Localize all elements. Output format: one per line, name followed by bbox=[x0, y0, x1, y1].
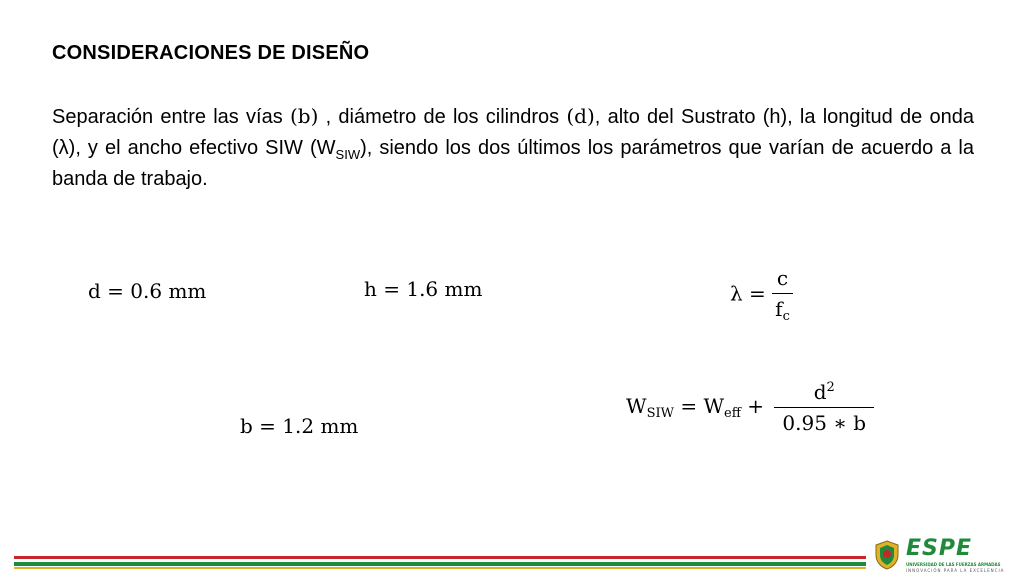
logo-subtitle: UNIVERSIDAD DE LAS FUERZAS ARMADAS bbox=[906, 562, 1001, 567]
var-b: (b) bbox=[289, 104, 319, 128]
siw-subscript: SIW bbox=[335, 147, 361, 162]
para-text-1: Separación entre las vías bbox=[52, 106, 290, 128]
lambda-lhs: λ = bbox=[730, 281, 766, 306]
equation-h: h = 1.6 mm bbox=[364, 277, 483, 301]
lambda-fraction bbox=[772, 266, 793, 324]
logo-wordmark: ESPE bbox=[906, 536, 973, 561]
wsiw-numerator: $d^2$ bbox=[813, 380, 835, 404]
slide-title: CONSIDERACIONES DE DISEÑO bbox=[52, 42, 370, 64]
wsiw-fraction bbox=[774, 380, 874, 435]
para-text-4: ), siendo los dos últimos los parámetros que varían de acuerdo a la banda de trabajo. bbox=[52, 137, 974, 190]
var-d: (d) bbox=[566, 104, 595, 128]
para-text-3: , alto del Sustrato (h), la longitud de onda (λ), y el ancho efectivo SIW (W bbox=[52, 106, 975, 159]
equation-b: b = 1.2 mm bbox=[240, 414, 359, 438]
shield-icon bbox=[874, 540, 900, 570]
equation-lambda bbox=[730, 266, 793, 324]
wsiw-denominator: 0.95 ∗ b bbox=[774, 407, 874, 435]
para-text-2: , diámetro de los cilindros bbox=[318, 106, 567, 128]
equation-wsiw bbox=[626, 380, 874, 435]
footer-stripe-red bbox=[14, 556, 866, 559]
logo-tagline: INNOVACIÓN PARA LA EXCELENCIA bbox=[906, 568, 1005, 573]
body-paragraph bbox=[52, 101, 974, 195]
footer-stripe-gold bbox=[14, 567, 866, 569]
equation-d: d = 0.6 mm bbox=[88, 279, 207, 303]
footer-stripe-green bbox=[14, 562, 866, 566]
lambda-denominator: $f_c$ bbox=[772, 293, 793, 324]
lambda-numerator: c bbox=[776, 266, 789, 290]
espe-logo bbox=[870, 536, 1010, 576]
wsiw-lhs: $W_{SIW} = W_{eff}$ + bbox=[626, 394, 765, 421]
